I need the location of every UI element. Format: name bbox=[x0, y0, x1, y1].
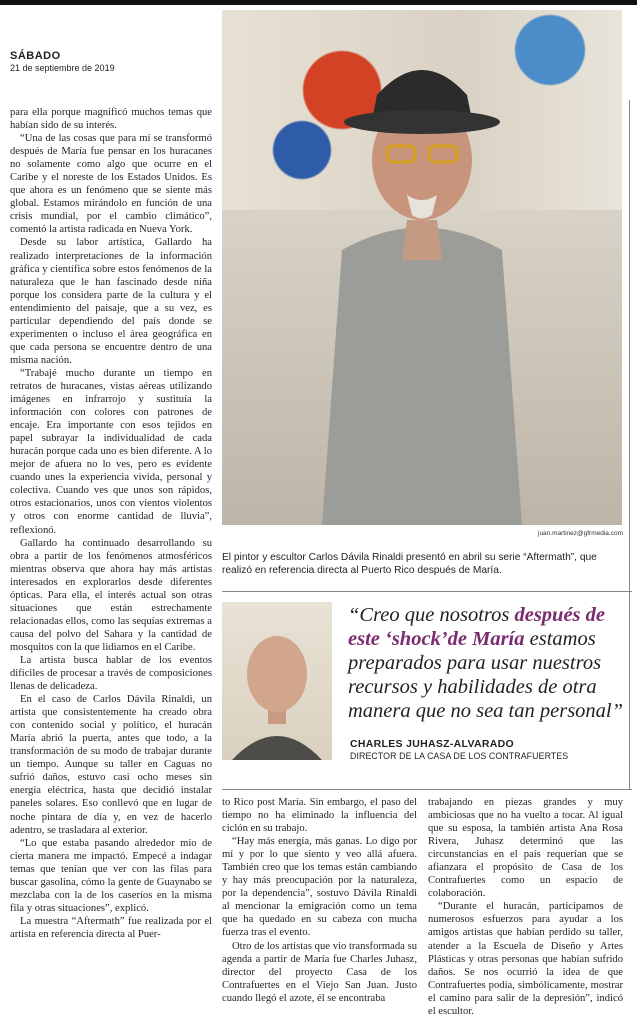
paragraph: “Hay más energía, más ganas. Lo digo por mí y por lo que siento y veo allá afuera. También creo que los temas están cambiando y hay más preocupación por la naturaleza, por la dependencia”, sostuvo Dávila Rinaldi al mencionar la emigración como un tema que ha quedado en su cabeza con mucha fuerza tras el evento. bbox=[222, 836, 417, 939]
date-label: 21 de septiembre de 2019 bbox=[10, 63, 115, 73]
paragraph: La muestra “Aftermath” fue realizada por el artista en referencia directa al Puer- bbox=[10, 915, 212, 940]
quote-author-title: DIRECTOR DE LA CASA DE LOS CONTRAFUERTES bbox=[350, 751, 569, 761]
section-divider bbox=[222, 591, 632, 592]
paragraph: Gallardo ha continuado desarrollando su obra a partir de los fenómenos atmosféricos mientras observa que ahora hay más artistas interesados en explorarlos desde diferentes ópticas. Para ella, el interés actual son otras situaciones que están estrechamente relacionadas ellos, como las sequías extremas a causa del polvo del Sahara y la cantidad de mosquitos con la que lidiamos en el Caribe. bbox=[10, 537, 212, 653]
quote-text: estamos preparados para usar nuestros recursos y habilidades de otra manera que no sea tan personal” bbox=[348, 628, 624, 722]
day-label: SÁBADO bbox=[10, 50, 61, 62]
paragraph: para ella porque magnificó muchos temas que habían sido de su interés. bbox=[10, 107, 212, 132]
paragraph: Otro de los artistas que vio transformada su agenda a partir de María fue Charles Juhasz, director del proyecto Casa de los Contrafuertes en el Viejo San Juan. Justo cuando llegó el azote, él se encontraba bbox=[222, 940, 417, 1004]
quote-text: “Creo que nosotros bbox=[348, 604, 515, 626]
photo-caption: El pintor y escultor Carlos Dávila Rinaldi presentó en abril su serie “Aftermath”, que realizó en referencia directa al Puerto Rico después de María. bbox=[222, 552, 597, 576]
artist-photo bbox=[222, 10, 622, 525]
paragraph: “Trabajé mucho durante un tiempo en retratos de huracanes, vistas aéreas utilizando imágenes en infrarrojo y sustituía la información con colores con patrones de encaje. Era importante con esos tejidos en papel subrayar la individualidad de cada huracán porque cada uno es bien diferente. A lo mejor de afuera no lo ves, pero es evidente cuando unes la experiencia vivida, personal y colectiva. Cuando ves que unos son rápidos, otros estacionarios, unos con vientos violentos y otros con enorme cantidad de lluvia”, reflexionó. bbox=[10, 367, 212, 536]
section-divider bbox=[222, 789, 632, 790]
article-column-2 bbox=[222, 796, 417, 1005]
article-column-1 bbox=[10, 106, 212, 941]
paragraph: La artista busca hablar de los eventos difíciles de procesar a través de composiciones llenas de delicadeza. bbox=[10, 654, 212, 693]
juhasz-portrait bbox=[222, 602, 332, 760]
photo-credit: juan.martinez@gfrmedia.com bbox=[538, 530, 623, 537]
paragraph: En el caso de Carlos Dávila Rinaldi, un artista que consistentemente ha creado obra con contenido social y político, el huracán María abrió la puerta, antes que todo, a la transformación de su modo de trabajar durante un tiempo. Aunque su taller en Caguas no sufrió daños, estuvo casi ocho meses sin energía eléctrica, hasta que decidió instalar paneles solares. Eso conllevó que en lugar de noche pintara de día y, en vez de hacerlo adentro, se trasladara al exterior. bbox=[10, 694, 212, 836]
paragraph: to Rico post María. Sin embargo, el paso del tiempo no ha eliminado la influencia del ciclón en su trabajo. bbox=[222, 797, 417, 835]
portrait-figure bbox=[222, 602, 332, 760]
paragraph: “Una de las cosas que para mí se transformó después de María fue pensar en los huracanes no solamente como algo que ocurre en el Caribe y el noreste de los Estados Unidos. Es que ahora es un fenómeno que se siente más global. Estamos mirándolo en función de una crisis mundial, por el cambio climático”, comentó la artista radicada en Nueva York. bbox=[10, 133, 212, 236]
quote-highlight: después de este ‘shock’de María bbox=[348, 604, 606, 650]
page-header bbox=[10, 50, 115, 73]
paragraph: trabajando en piezas grandes y muy ambiciosas que no ha vuelto a tocar. Al igual que su esposa, la también artista Ana Rosa Rivera, Juhasz determinó que las circunstancias en el país requerían que se afianzara el propósito de Casa de los Contrafuertes como un espacio de colaboración. bbox=[428, 797, 623, 900]
artist-figure bbox=[222, 10, 622, 525]
paragraph: “Durante el huracán, participamos de numerosos esfuerzos para ayudar a los amigos artistas que habían perdido su taller, atender a la Escuela de Diseño y Artes Plásticas y otras personas que habían sufrido daños. Se nos ocurrió la idea de que Contrafuertes podía, simbólicamente, mostrar el camino para salir de la depresión”, indicó el escultor. bbox=[428, 901, 623, 1017]
paragraph: “Lo que estaba pasando alrededor mío de cierta manera me impactó. Empecé a indagar temas que tenían que ver con las filas para buscar gasolina, cómo la gente de Guaynabo se mezclaba con la de los caseríos en la misma fila y otras situaciones”, explicó. bbox=[10, 837, 212, 914]
top-rule bbox=[0, 0, 637, 5]
paragraph: Desde su labor artística, Gallardo ha realizado interpretaciones de la información gráfica y científica sobre estos fenómenos de la naturaleza que le han fascinado desde niña porque los considera parte de la cultura y el entendimiento del paisaje, que a su vez, es particular dependiendo del país donde se experimenten o incluso el área geográfica en que cada persona se encuentre dentro de una misma nación. bbox=[10, 237, 212, 366]
article-column-3 bbox=[428, 796, 623, 1018]
pull-quote bbox=[348, 603, 630, 723]
quote-author-name: CHARLES JUHASZ-ALVARADO bbox=[350, 738, 515, 750]
